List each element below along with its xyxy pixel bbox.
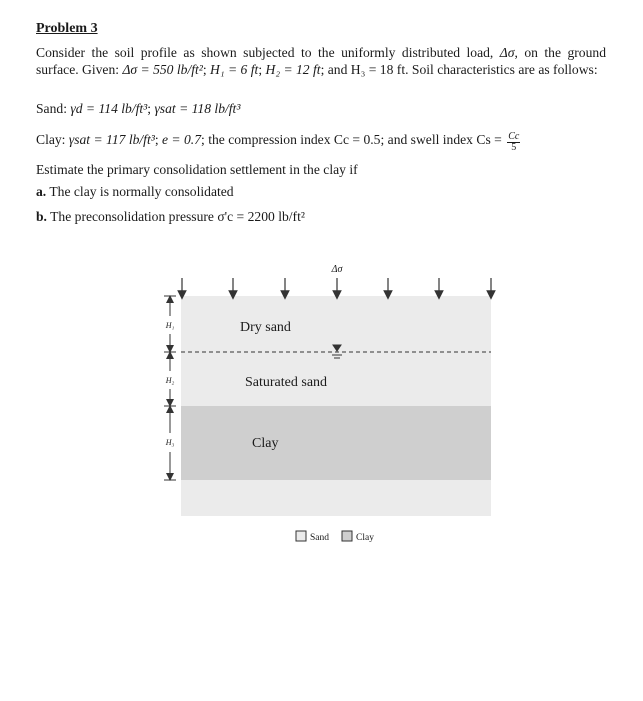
- intro-part1: Consider the soil profile as shown subjected to the uniformly distributed load,: [36, 45, 500, 60]
- h3-label: H₃: [165, 438, 175, 447]
- problem-intro: Consider the soil profile as shown subjected to the uniformly distributed load, Δσ, on the ground surface. Given: Δσ = 550 lb/ft²; H₁ = 6 ft; H₂ = 12 ft; and H₃ = 18 ft. Soil characteristics are as follows:: [36, 45, 606, 77]
- dry-sand-layer: [181, 296, 491, 352]
- legend-clay-swatch: [342, 531, 352, 541]
- label-clay: Clay: [252, 436, 279, 451]
- part-b-label: b.: [36, 209, 47, 224]
- estimate-text: Estimate the primary consolidation settlement in the clay if: [36, 162, 358, 177]
- h2-label: H₂: [165, 376, 175, 385]
- h1-label: H₁: [165, 321, 175, 330]
- part-a-text: The clay is normally consolidated: [49, 184, 234, 199]
- clay-void-ratio: e = 0.7: [162, 132, 201, 147]
- intro-part2: , on the ground surface. Given:: [36, 45, 606, 77]
- sand-gamma-sat: γsat = 118 lb/ft³: [154, 101, 241, 116]
- clay-characteristics: Clay: γsat = 117 lb/ft³; e = 0.7; the compression index Cc = 0.5; and swell index Cs = $\frac{Cc}{5}$: [36, 131, 520, 153]
- legend-sand-swatch: [296, 531, 306, 541]
- part-a-label: a.: [36, 184, 47, 199]
- part-b-text: The preconsolidation pressure σ'c = 2200 lb/ft²: [50, 209, 305, 224]
- sand-gamma-d: γd = 114 lb/ft³: [70, 101, 148, 116]
- sand-characteristics: Sand: γd = 114 lb/ft³; γsat = 118 lb/ft³: [36, 101, 241, 116]
- legend-sand-label: Sand: [310, 533, 329, 543]
- clay-cc: the compression index Cc = 0.5: [208, 132, 381, 147]
- delta-sigma-symbol: Δσ: [499, 45, 515, 60]
- clay-cs-prefix: and swell index Cs =: [387, 132, 506, 147]
- problem-title: Problem 3: [36, 21, 98, 36]
- load-arrows: [182, 278, 491, 295]
- label-dry-sand: Dry sand: [240, 320, 291, 335]
- cs-fraction-numerator: Cc: [508, 131, 520, 142]
- bottom-sand-layer: [181, 480, 491, 516]
- cs-fraction-denominator: 5: [511, 142, 517, 153]
- given-h2: H₂ = 12 ft: [265, 62, 321, 77]
- clay-gamma-sat: γsat = 117 lb/ft³: [68, 132, 155, 147]
- clay-label: Clay:: [36, 132, 69, 147]
- legend-clay-label: Clay: [356, 533, 374, 543]
- load-label: Δσ: [331, 264, 343, 275]
- given-h3: and H₃ = 18 ft: [327, 62, 406, 77]
- saturated-sand-layer: [181, 352, 491, 406]
- label-saturated-sand: Saturated sand: [245, 375, 328, 390]
- given-delta-sigma: Δσ = 550 lb/ft²: [122, 62, 203, 77]
- sand-label: Sand:: [36, 101, 71, 116]
- intro-part3: . Soil characteristics are as follows:: [405, 62, 598, 77]
- given-h1: H₁ = 6 ft: [210, 62, 259, 77]
- clay-layer: [181, 406, 491, 480]
